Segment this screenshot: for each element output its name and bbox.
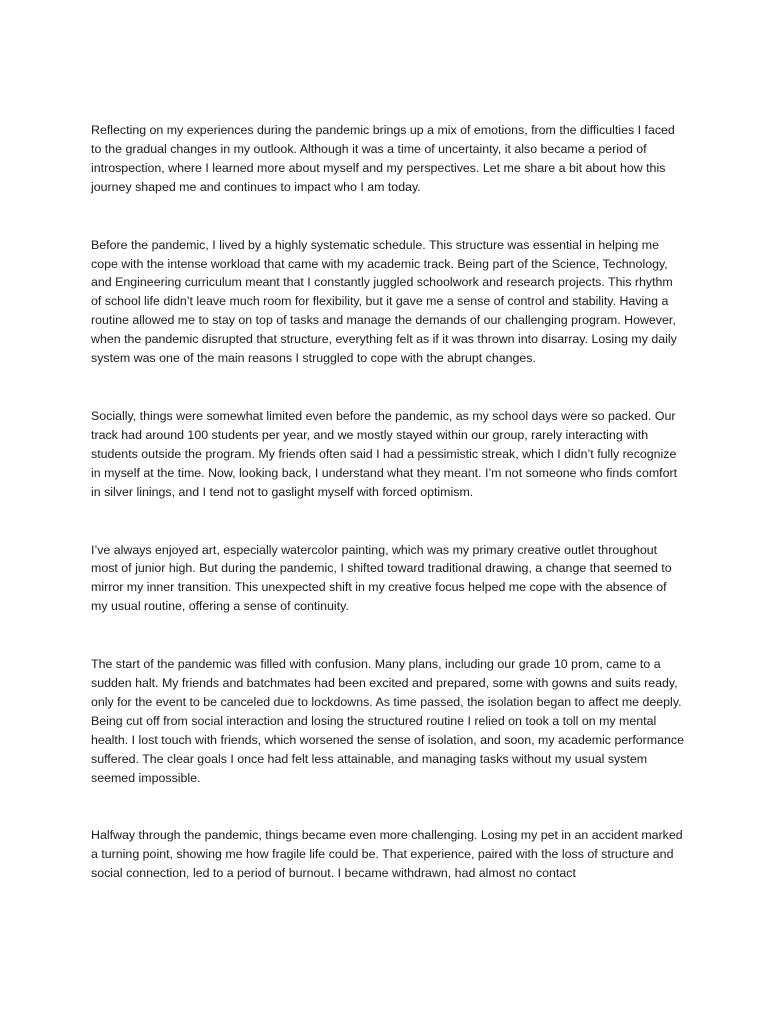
paragraph-pandemic-start: The start of the pandemic was filled with confusion. Many plans, including our grade 10 prom, came to a sudden halt. My friends and batchmates had been excited and prepared, some with gowns and suits ready, only for the event to be canceled due to lockdowns. As time passed, the isolation began to affect me deeply. Being cut off from social interaction and losing the structured routine I relied on took a toll on my mental health. I lost touch with friends, which worsened the sense of isolation, and soon, my academic performance suffered. The clear goals I once had felt less attainable, and managing tasks without my usual system seemed impossible.	[91, 657, 685, 785]
paragraph-burnout: Halfway through the pandemic, things became even more challenging. Losing my pet in an accident marked a turning point, showing me how fragile life could be. That experience, paired with the loss of structure and social connection, led to a period of burnout. I became withdrawn, had almost no contact	[91, 828, 683, 881]
document-body	[91, 121, 686, 922]
paragraph-reflection-intro: Reflecting on my experiences during the pandemic brings up a mix of emotions, from the difficulties I faced to the gradual changes in my outlook. Although it was a time of uncertainty, it also became a period of introspection, where I learned more about myself and my perspectives. Let me share a bit about how this journey shaped me and continues to impact who I am today.	[91, 123, 675, 194]
paragraph-social-life: Socially, things were somewhat limited even before the pandemic, as my school days were so packed. Our track had around 100 students per year, and we mostly stayed within our group, rarely interacting with students outside the program. My friends often said I had a pessimistic streak, which I didn’t fully recognize in myself at the time. Now, looking back, I understand what they meant. I’m not someone who finds comfort in silver linings, and I tend not to gaslight myself with forced optimism.	[91, 408, 678, 499]
paragraph-art: I’ve always enjoyed art, especially watercolor painting, which was my primary creative outlet throughout most of junior high. But during the pandemic, I shifted toward traditional drawing, a change that seemed to mirror my inner transition. This unexpected shift in my creative focus helped me cope with the absence of my usual routine, offering a sense of continuity.	[91, 542, 672, 614]
paragraph-systematic-schedule: Before the pandemic, I lived by a highly systematic schedule. This structure was essential in helping me cope with the intense workload that came with my academic track. Being part of the Science, Technology, and Engineering curriculum meant that I constantly juggled schoolwork and research projects. This rhythm of school life didn’t leave much room for flexibility, but it gave me a sense of control and stability. Having a routine allowed me to stay on top of tasks and manage the demands of our challenging program. However, when the pandemic disrupted that structure, everything felt as if it was thrown into disarray. Losing my daily system was one of the main reasons I struggled to cope with the abrupt changes.	[91, 237, 677, 366]
